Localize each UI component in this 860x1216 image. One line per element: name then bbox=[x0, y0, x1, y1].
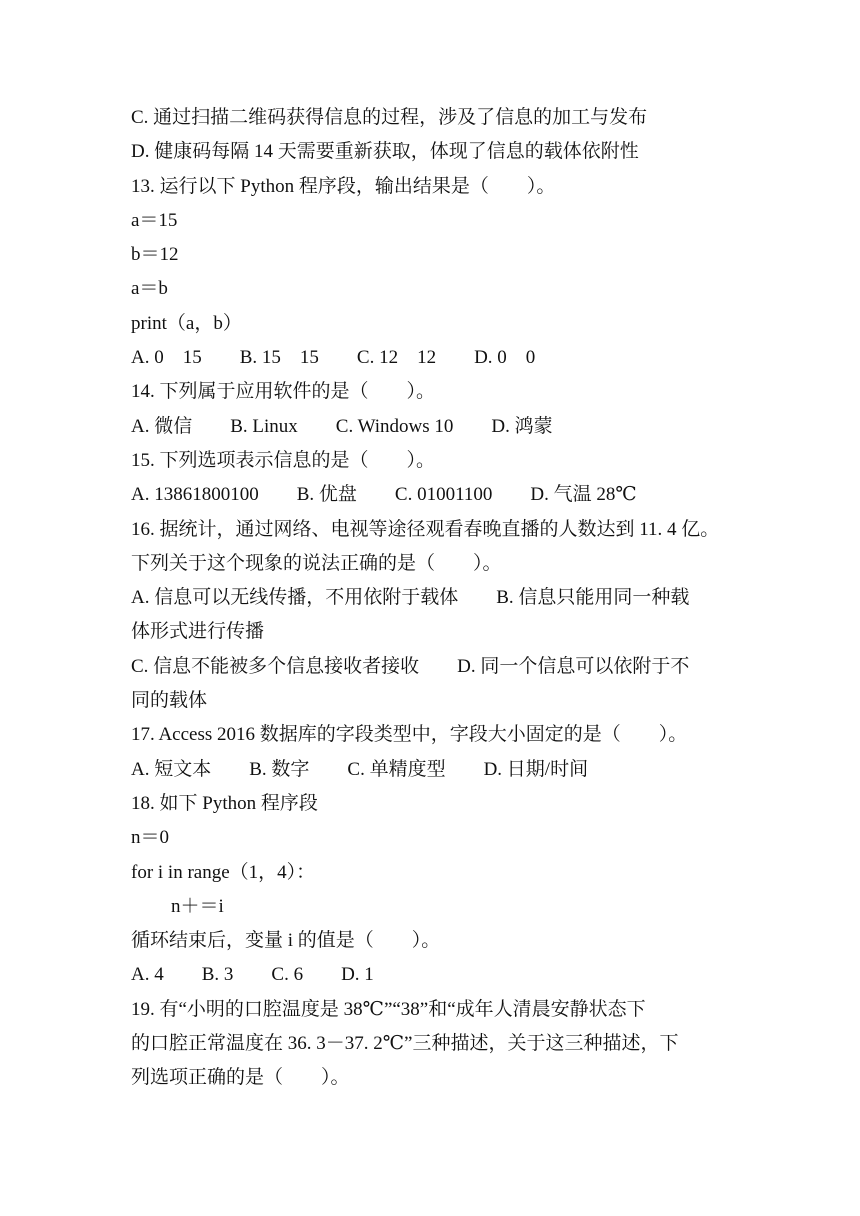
q16-options-cd-line-1: C. 信息不能被多个信息接收者接收 D. 同一个信息可以依附于不 bbox=[131, 655, 690, 677]
q18-code-line-3: n＋＝i bbox=[171, 895, 224, 917]
q14-stem: 14. 下列属于应用软件的是（ ）。 bbox=[131, 381, 436, 403]
q18-code-line-1: n＝0 bbox=[131, 827, 170, 849]
q15-stem: 15. 下列选项表示信息的是（ ）。 bbox=[131, 449, 436, 471]
document-page bbox=[131, 101, 736, 1096]
q19-stem-line-2: 的口腔正常温度在 36. 3－37. 2℃”三种描述，关于这三种描述，下 bbox=[131, 1033, 679, 1055]
q16-options-ab-line-2: 体形式进行传播 bbox=[131, 621, 265, 643]
q18-question: 循环结束后，变量 i 的值是（ ）。 bbox=[131, 930, 441, 952]
q13-options: A. 0 15 B. 15 15 C. 12 12 D. 0 0 bbox=[131, 347, 536, 369]
q18-options: A. 4 B. 3 C. 6 D. 1 bbox=[131, 964, 374, 986]
q14-options: A. 微信 B. Linux C. Windows 10 D. 鸿蒙 bbox=[131, 415, 553, 437]
q16-stem-line-2: 下列关于这个现象的说法正确的是（ ）。 bbox=[131, 552, 502, 574]
q16-options-cd-line-2: 同的载体 bbox=[131, 690, 208, 712]
q16-options-ab-line-1: A. 信息可以无线传播，不用依附于载体 B. 信息只能用同一种载 bbox=[131, 587, 690, 609]
q15-options: A. 13861800100 B. 优盘 C. 01001100 D. 气温 28℃ bbox=[131, 484, 637, 506]
q18-stem: 18. 如下 Python 程序段 bbox=[131, 792, 318, 814]
q13-code-line-3: a＝b bbox=[131, 278, 168, 300]
q13-code-line-4: print（a，b） bbox=[131, 312, 242, 334]
q12-option-c: C. 通过扫描二维码获得信息的过程，涉及了信息的加工与发布 bbox=[131, 107, 648, 128]
q12-option-d: D. 健康码每隔 14 天需要重新获取，体现了信息的载体依附性 bbox=[131, 141, 639, 163]
q13-code-line-1: a＝15 bbox=[131, 209, 178, 231]
q18-code-line-2: for i in range（1，4）： bbox=[131, 861, 316, 883]
q13-code-line-2: b＝12 bbox=[131, 244, 179, 266]
q19-stem-line-1: 19. 有“小明的口腔温度是 38℃”“38”和“成年人清晨安静状态下 bbox=[131, 998, 646, 1020]
q19-stem-line-3: 列选项正确的是（ ）。 bbox=[131, 1067, 350, 1089]
q17-stem: 17. Access 2016 数据库的字段类型中，字段大小固定的是（ ）。 bbox=[131, 724, 688, 746]
q17-options: A. 短文本 B. 数字 C. 单精度型 D. 日期/时间 bbox=[131, 758, 589, 780]
q16-stem-line-1: 16. 据统计，通过网络、电视等途径观看春晚直播的人数达到 11. 4 亿。 bbox=[131, 518, 720, 540]
q13-stem: 13. 运行以下 Python 程序段，输出结果是（ ）。 bbox=[131, 175, 556, 197]
